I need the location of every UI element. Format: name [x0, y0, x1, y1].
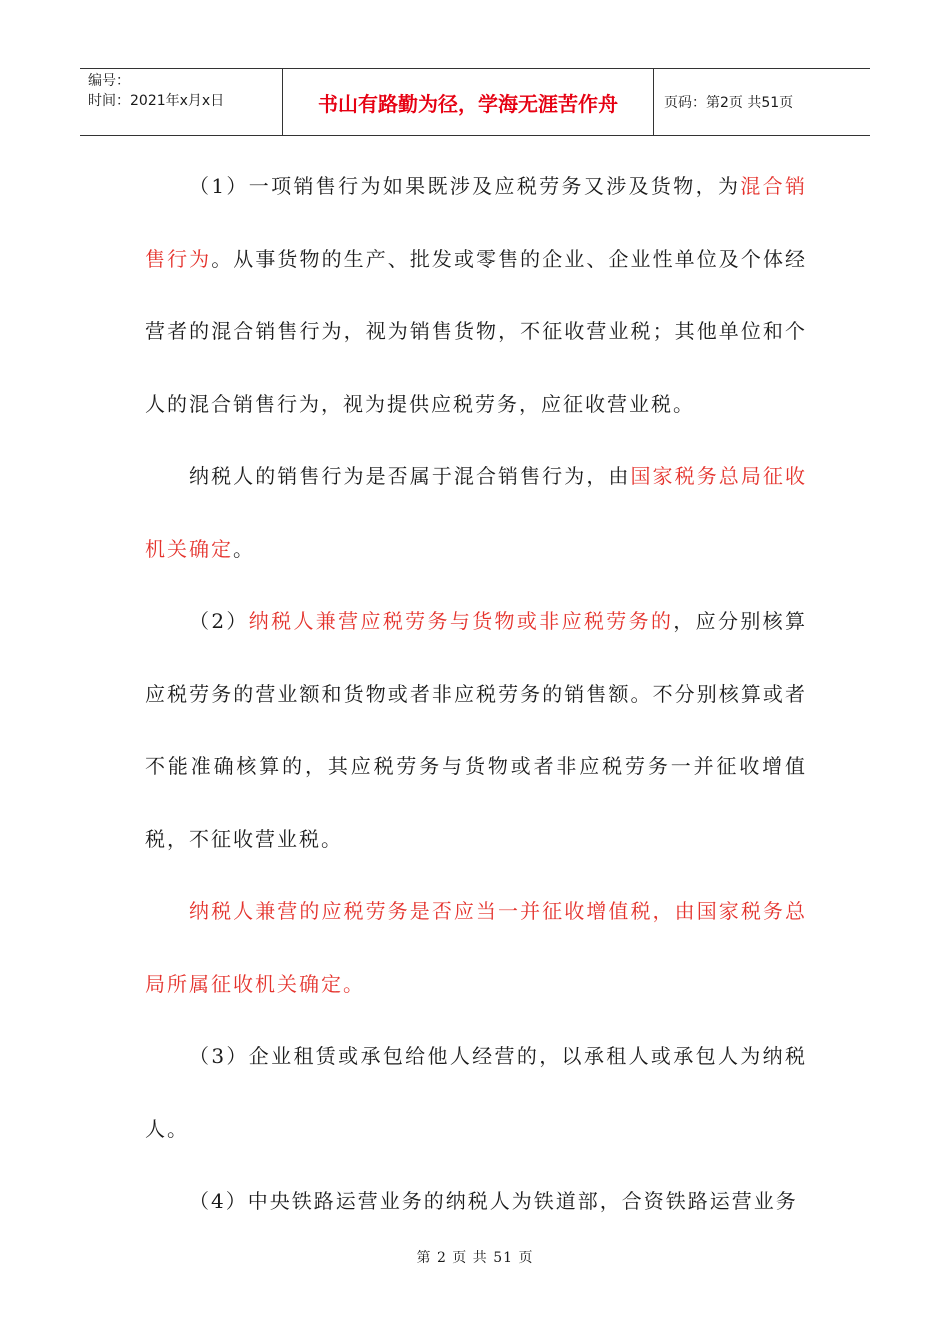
page-header [80, 68, 870, 136]
document-number-label: 编号： [88, 73, 130, 89]
text-segment: （1）一项销售行为如果既涉及应税劳务又涉及货物，为 [189, 174, 741, 198]
header-motto: 书山有路勤为径，学海无涯苦作舟 [283, 69, 654, 135]
page-footer: 第 2 页 共 51 页 [416, 1250, 534, 1266]
header-meta [80, 69, 283, 135]
text-segment: （4）中央铁路运营业务的纳税人为铁道部，合资铁路运营业务 [189, 1189, 798, 1213]
text-segment: 纳税人的销售行为是否属于混合销售行为，由 [189, 464, 631, 488]
highlighted-text: 混合销售行为 [145, 174, 807, 271]
paragraph [145, 875, 807, 1020]
highlighted-text: 纳税人兼营的应税劳务是否应当一并征收增值税，由国家税务总局所属征收机关确定。 [145, 899, 807, 996]
paragraph [145, 1020, 807, 1165]
highlighted-text: 纳税人兼营应税劳务与货物或非应税劳务的 [248, 609, 674, 633]
paragraph [145, 585, 807, 875]
document-body [145, 150, 807, 1238]
text-segment: （3）企业租赁或承包给他人经营的，以承租人或承包人为纳税人。 [145, 1044, 807, 1141]
text-segment: （2） [189, 609, 249, 633]
paragraph [145, 1165, 807, 1238]
header-page-info: 页码：第2页 共51页 [664, 95, 794, 111]
document-time-label: 时间：2021年x月x日 [88, 93, 225, 109]
text-segment: 。从事货物的生产、批发或零售的企业、企业性单位及个体经营者的混合销售行为，视为销售货物，不征收营业税；其他单位和个人的混合销售行为，视为提供应税劳务，应征收营业税。 [145, 246, 808, 416]
paragraph [145, 150, 807, 440]
text-segment: 。 [233, 536, 255, 561]
text-segment: ，应分别核算应税劳务的营业额和货物或者非应税劳务的销售额。不分别核算或者不能准确核算的，其应税劳务与货物或者非应税劳务一并征收增值税，不征收营业税。 [145, 609, 808, 851]
highlighted-text: 国家税务总局征收机关确定 [145, 464, 808, 561]
paragraph [145, 440, 807, 585]
